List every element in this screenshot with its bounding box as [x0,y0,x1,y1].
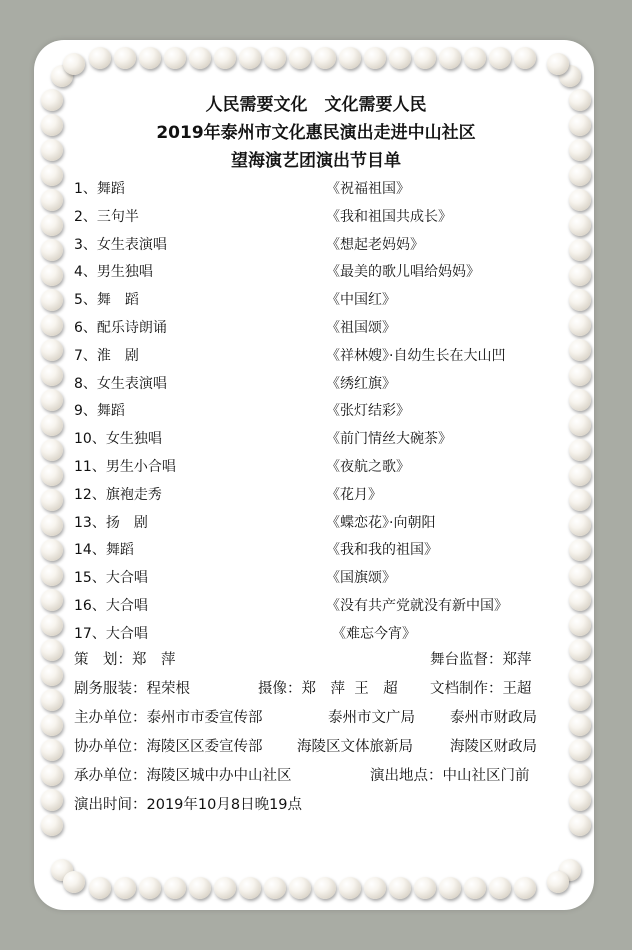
program-item-work: 《想起老妈妈》 [326,236,424,253]
slogan-title: 人民需要文化 文化需要人民 [205,95,427,115]
organizer-finance-bureau: 泰州市财政局 [450,710,537,726]
program-item-work: 《没有共产党就没有新中国》 [326,598,508,614]
program-item-work: 《前门情丝大碗茶》 [326,431,452,448]
co-organizer-culture-bureau: 海陵区文体旅新局 [297,739,413,755]
organizer-credit: 主办单位：泰州市市委宣传部 [74,710,263,726]
program-item-number: 14、舞蹈 [74,542,134,559]
stage-manager-credit: 舞台监督：郑萍 [430,652,532,668]
program-item-work: 《绣红旗》 [326,375,396,392]
program-item-number: 7、淮 剧 [74,347,139,364]
undertaker-credit: 承办单位：海陵区城中办中山社区 [74,768,292,784]
event-title: 2019年泰州市文化惠民演出走进中山社区 [156,123,476,143]
program-item-work: 《最美的歌儿唱给妈妈》 [326,264,480,281]
program-item-work: 《夜航之歌》 [326,459,410,475]
program-item-number: 1、舞蹈 [74,181,125,197]
program-item-work: 《我和祖国共成长》 [326,208,452,225]
co-organizer-finance-bureau: 海陵区财政局 [450,739,537,755]
photography-credit: 摄像：郑 萍 王 超 [258,681,398,697]
program-item-number: 6、配乐诗朗诵 [74,320,167,336]
program-item-number: 13、扬 剧 [74,514,148,531]
program-item-number: 15、大合唱 [74,570,148,587]
program-item-work: 《花月》 [326,486,382,503]
costume-credit: 剧务服装：程荣根 [74,681,190,697]
program-item-number: 8、女生表演唱 [74,375,167,392]
program-item-work: 《张灯结彩》 [326,403,410,420]
venue-credit: 演出地点：中山社区门前 [370,768,530,784]
program-item-work: 《难忘今宵》 [332,625,416,642]
program-item-number: 17、大合唱 [74,625,148,642]
program-item-work: 《国旗颂》 [326,570,396,587]
documentation-credit: 文档制作：王超 [430,681,532,697]
program-item-number: 4、男生独唱 [74,264,153,281]
program-item-work: 《我和我的祖国》 [326,542,438,559]
program-item-number: 9、舞蹈 [74,403,125,420]
co-organizer-credit: 协办单位：海陵区区委宣传部 [74,739,263,755]
organizer-culture-bureau: 泰州市文广局 [328,710,415,726]
time-credit: 演出时间：2019年10月8日晚19点 [74,797,303,813]
program-item-work: 《中国红》 [326,292,396,309]
program-item-work: 《祝福祖国》 [326,181,410,197]
program-item-number: 12、旗袍走秀 [74,486,162,503]
program-item-number: 10、女生独唱 [74,431,162,448]
program-item-work: 《蝶恋花》·向朝阳 [326,514,436,531]
program-item-number: 5、舞 蹈 [74,292,139,309]
planner-credit: 策 划：郑 萍 [74,652,176,668]
program-item-number: 16、大合唱 [74,598,148,614]
program-item-number: 3、女生表演唱 [74,236,167,253]
program-list-title: 望海演艺团演出节目单 [231,151,401,171]
program-item-number: 2、三句半 [74,208,139,225]
program-item-work: 《祖国颂》 [326,320,396,336]
program-item-work: 《祥林嫂》·自幼生长在大山凹 [326,347,506,364]
program-item-number: 11、男生小合唱 [74,459,176,475]
